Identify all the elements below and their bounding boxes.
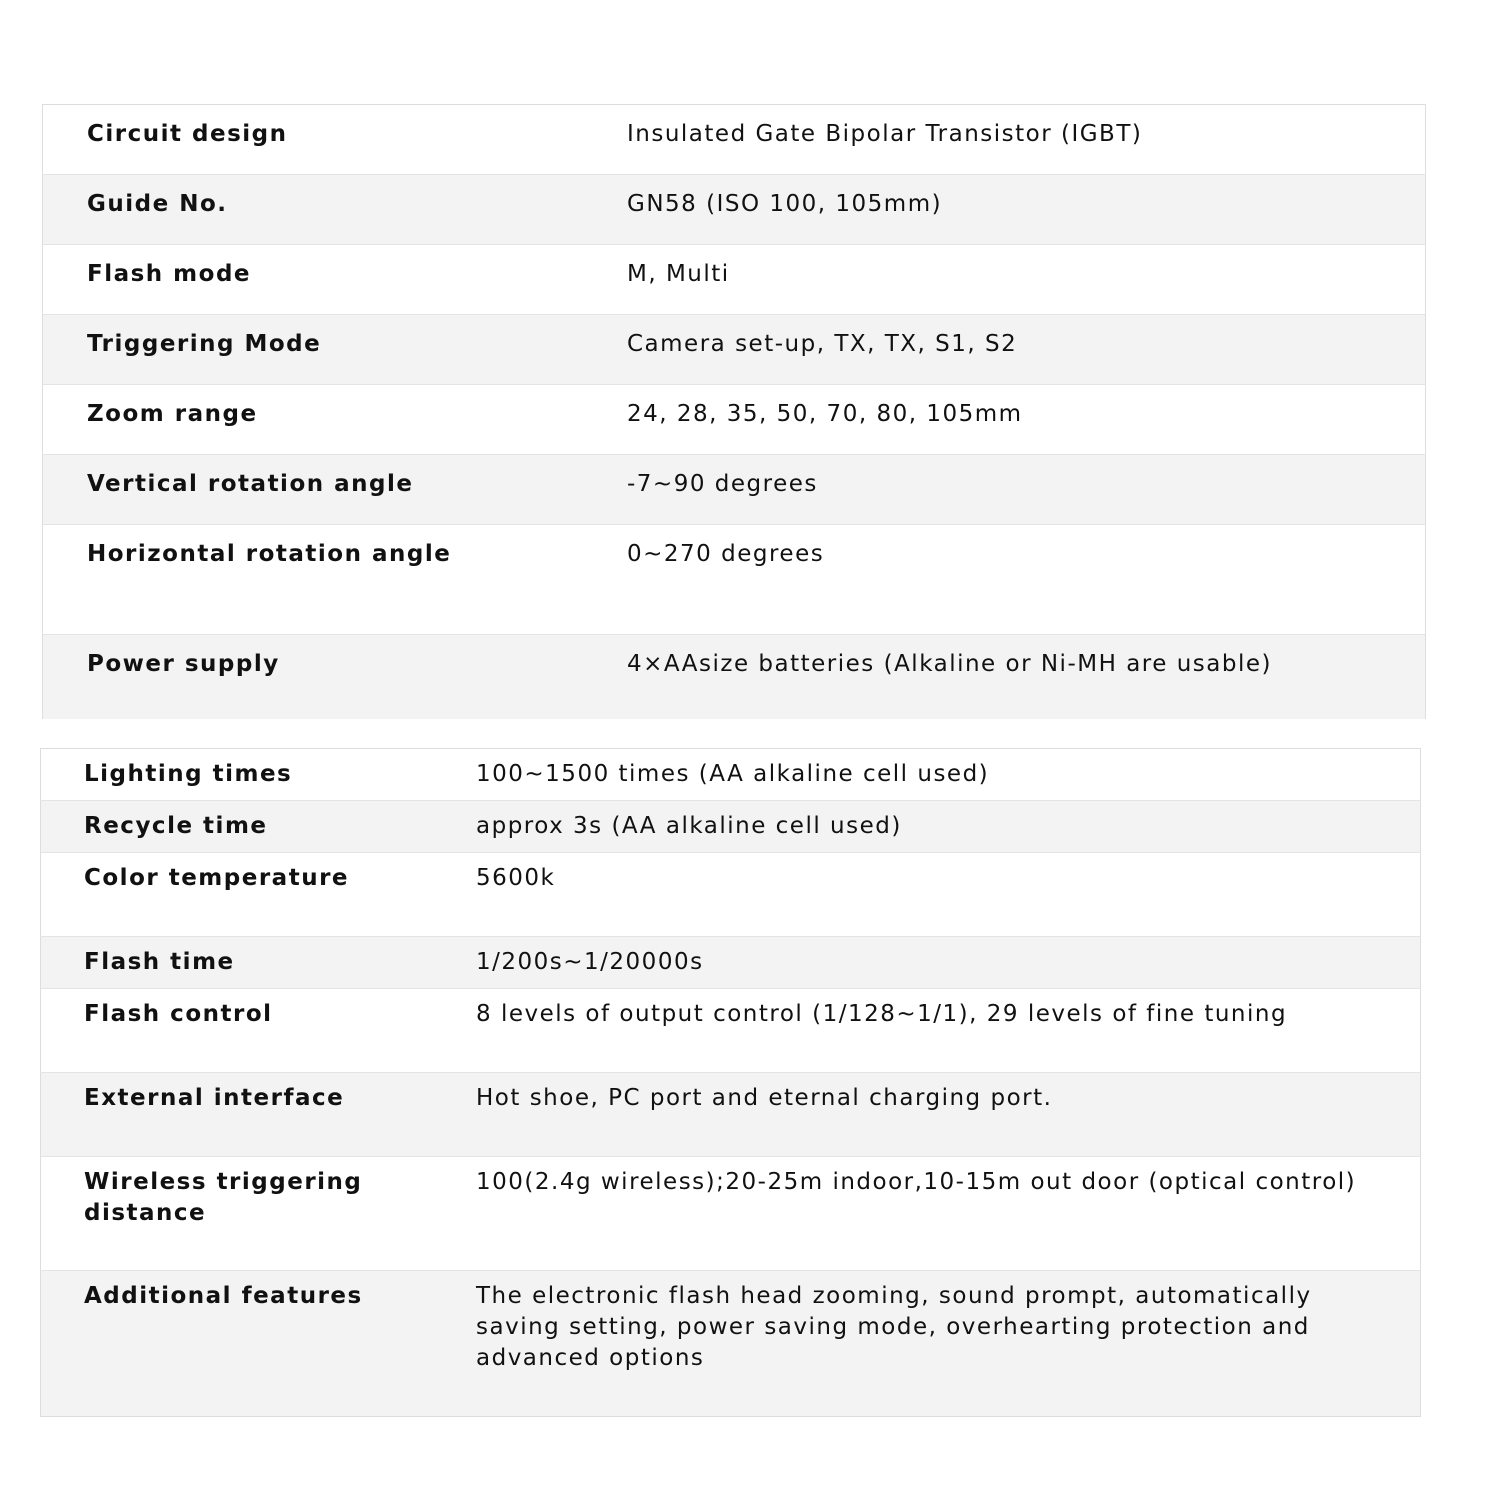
spec-key: Flash control — [41, 989, 477, 1073]
spec-key: Zoom range — [43, 385, 628, 455]
spec-row-circuit-design — [43, 105, 1426, 175]
spec-key: Guide No. — [43, 175, 628, 245]
spec-row-guide-no — [43, 175, 1426, 245]
spec-row-wireless-triggering — [41, 1157, 1421, 1271]
spec-row-flash-control — [41, 989, 1421, 1073]
spec-value: -7~90 degrees — [627, 455, 1426, 525]
spec-value: M, Multi — [627, 245, 1426, 315]
spec-row-additional-features — [41, 1271, 1421, 1417]
spec-value: 100~1500 times (AA alkaline cell used) — [476, 749, 1421, 801]
spec-row-vertical-rotation — [43, 455, 1426, 525]
spec-value: GN58 (ISO 100, 105mm) — [627, 175, 1426, 245]
spec-key: Additional features — [41, 1271, 477, 1417]
spec-row-lighting-times — [41, 749, 1421, 801]
spec-key: Circuit design — [43, 105, 628, 175]
spec-key: Power supply — [43, 635, 628, 719]
spec-row-triggering-mode — [43, 315, 1426, 385]
spec-key: Flash time — [41, 937, 477, 989]
spec-value: 0~270 degrees — [627, 525, 1426, 635]
spec-row-flash-mode — [43, 245, 1426, 315]
spec-table-1 — [42, 104, 1426, 719]
spec-value: 1/200s~1/20000s — [476, 937, 1421, 989]
spec-row-power-supply — [43, 635, 1426, 719]
spec-value: approx 3s (AA alkaline cell used) — [476, 801, 1421, 853]
spec-value: The electronic flash head zooming, sound prompt, automatically saving setting, power saving mode, overhearting protection and advanced options — [476, 1271, 1421, 1417]
spec-value: 8 levels of output control (1/128~1/1), 29 levels of fine tuning — [476, 989, 1421, 1073]
spec-value: Insulated Gate Bipolar Transistor (IGBT) — [627, 105, 1426, 175]
spec-key: Vertical rotation angle — [43, 455, 628, 525]
spec-value: 4×AAsize batteries (Alkaline or Ni-MH are usable) — [627, 635, 1426, 719]
spec-key: Lighting times — [41, 749, 477, 801]
spec-value: 24, 28, 35, 50, 70, 80, 105mm — [627, 385, 1426, 455]
spec-key: External interface — [41, 1073, 477, 1157]
spec-row-color-temperature — [41, 853, 1421, 937]
spec-key: Wireless triggering distance — [41, 1157, 477, 1271]
spec-key: Triggering Mode — [43, 315, 628, 385]
spec-value: Hot shoe, PC port and eternal charging port. — [476, 1073, 1421, 1157]
spec-value: Camera set-up, TX, TX, S1, S2 — [627, 315, 1426, 385]
spec-key: Recycle time — [41, 801, 477, 853]
spec-table-2 — [40, 748, 1421, 1417]
spec-value: 100(2.4g wireless);20-25m indoor,10-15m out door (optical control) — [476, 1157, 1421, 1271]
spec-key: Horizontal rotation angle — [43, 525, 628, 635]
spec-row-flash-time — [41, 937, 1421, 989]
spec-row-external-interface — [41, 1073, 1421, 1157]
spec-key: Flash mode — [43, 245, 628, 315]
spec-row-zoom-range — [43, 385, 1426, 455]
spec-row-horizontal-rotation — [43, 525, 1426, 635]
spec-value: 5600k — [476, 853, 1421, 937]
spec-key: Color temperature — [41, 853, 477, 937]
spec-row-recycle-time — [41, 801, 1421, 853]
